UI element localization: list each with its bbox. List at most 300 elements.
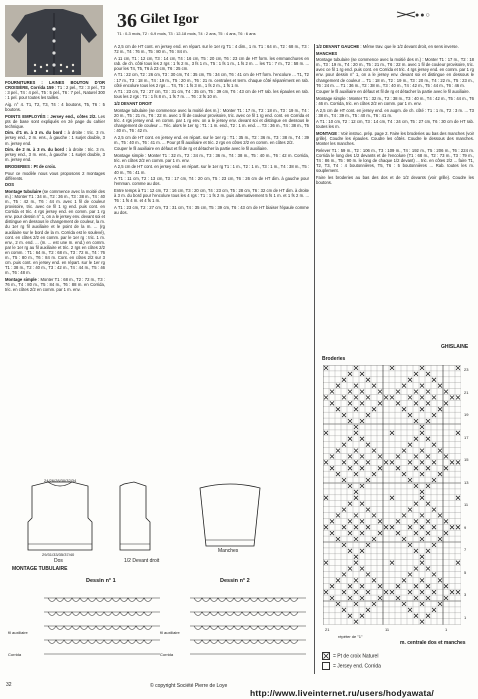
devant-outline: [120, 482, 150, 550]
cross-stitch-mark: [420, 384, 424, 388]
cross-stitch-mark: [324, 561, 328, 565]
cross-stitch-mark: [330, 584, 334, 588]
cross-stitch-mark: [414, 549, 418, 553]
cross-stitch-mark: [366, 378, 370, 382]
cross-stitch-mark: [348, 455, 352, 459]
cross-stitch-mark: [408, 608, 412, 612]
cross-stitch-mark: [348, 437, 352, 441]
cross-stitch-mark: [444, 390, 448, 394]
row-label: 5: [464, 569, 467, 575]
cross-stitch-mark: [342, 478, 346, 482]
cross-stitch-mark: [432, 478, 436, 482]
cross-stitch-mark: [414, 419, 418, 423]
cross-stitch-mark: [342, 608, 346, 612]
corrida-label-2: Corrida: [160, 652, 174, 657]
cross-stitch-mark: [360, 502, 364, 506]
cross-stitch-mark: [456, 496, 460, 500]
cross-stitch-mark: [366, 443, 370, 447]
cross-stitch-mark: [378, 455, 382, 459]
cross-stitch-mark: [432, 508, 436, 512]
devant-p5: A T1 : 11 cm, T2 : 13 cm, T3 : 17 cm, T4 : 20 cm, T5 : 23 cm, T6 : 26 cm de HT dim. à gauche pour l'emman. comme au dos.: [114, 176, 309, 187]
cross-stitch-mark: [354, 602, 358, 606]
cross-stitch-mark: [396, 455, 400, 459]
cross-stitch-mark: [432, 608, 436, 612]
cross-stitch-mark: [414, 567, 418, 571]
mid-p4: A T1 : 23 cm, T2 : 27 cm, T3 : 31 cm, T4 : 35 cm, T5 : 39 cm, T6 : 43 cm de HT rab. les épaules en rab. tous les 2 rgs : T1 : 1 fs 8 m., 1 fs 7 m. ... T6 : 2 fs 10 m.: [114, 89, 309, 100]
cross-stitch-mark: [348, 372, 352, 376]
cross-stitch-mark: [432, 443, 436, 447]
copyright: © copyright Société Pierre de Loye: [150, 683, 228, 689]
manches-p3: A T1 : 10 cm, T2 : 12 cm, T3 : 14 cm, T4 : 24 cm, T5 : 27 cm, T6 : 30 cm de HT rab. toutes les m.: [316, 119, 474, 130]
col-label: 1: [445, 627, 448, 632]
left-column: [5, 80, 105, 475]
cross-stitch-mark: [354, 496, 358, 500]
cross-stitch-mark: [438, 449, 442, 453]
cross-stitch-mark: [366, 396, 370, 400]
cross-stitch-mark: [336, 472, 340, 476]
cross-stitch-mark: [348, 584, 352, 588]
cross-stitch-mark: [456, 525, 460, 529]
cross-stitch-mark: [360, 596, 364, 600]
cross-stitch-mark: [420, 490, 424, 494]
legend-cross-text: = Pt de croix Naturel: [333, 653, 379, 660]
cross-stitch-mark: [402, 407, 406, 411]
cross-stitch-mark: [354, 449, 358, 453]
devant-gauche-heading: 1/2 DEVANT GAUCHE: [316, 44, 360, 49]
row-label: 7: [464, 547, 467, 552]
cross-stitch-mark: [414, 614, 418, 618]
cross-stitch-mark: [348, 502, 352, 506]
cross-stitch-mark: [330, 390, 334, 394]
cross-stitch-mark: [444, 596, 448, 600]
fournitures-heading: FOURNITURES : LAINES BOUTON D'OR CROISIÈRE, Corrida 159: [5, 80, 105, 91]
cross-stitch-mark: [450, 525, 454, 529]
legend-jersey: [322, 662, 381, 670]
cross-stitch-mark: [378, 390, 382, 394]
cross-stitch-mark: [420, 496, 424, 500]
cross-stitch-mark: [420, 602, 424, 606]
cross-stitch-mark: [384, 396, 388, 400]
cross-stitch-mark: [396, 596, 400, 600]
cross-stitch-mark: [330, 596, 334, 600]
cross-stitch-mark: [336, 602, 340, 606]
cross-stitch-mark: [342, 573, 346, 577]
cross-stitch-mark: [426, 584, 430, 588]
dos-heading: DOS: [5, 182, 15, 188]
cross-stitch-icon: [322, 652, 330, 660]
row-label: 9: [464, 524, 467, 530]
cross-stitch-mark: [396, 401, 400, 405]
garment-schematics: [10, 478, 310, 560]
cross-stitch-mark: [390, 496, 394, 500]
cross-stitch-mark: [390, 590, 394, 594]
mid-p3: A T1 : 22 cm, T2 : 26 cm, T3 : 30 cm, T4 : 35 cm, T5 : 34 cm, T6 : 41 cm de HT form. l'encolure ... T1, T2 : 17 m., T3 : 18 m., T4 : 19 m., T5 : 20 m., T6 : 21 m. centrales et term. chaque côté séparément en rab. côté encolure tous les 2 rgs ... T4, T5 : 1 fs 3 m., 1 fs 2 m., 1 fs 1 m.: [114, 72, 309, 88]
cross-stitch-mark: [342, 460, 346, 464]
cross-stitch-mark: [402, 384, 406, 388]
cross-stitch-mark: [324, 460, 328, 464]
cross-stitch-mark: [354, 431, 358, 435]
cross-stitch-mark: [390, 396, 394, 400]
cross-stitch-mark: [414, 390, 418, 394]
cross-stitch-mark: [342, 396, 346, 400]
cross-stitch-mark: [432, 460, 436, 464]
cross-stitch-mark: [330, 531, 334, 535]
devant-tub-text: Montage tubulaire (se commence avec la moitié des m.) : Monter T1 : 17 m., T2 : 18 m., T3 : 19 m., T4 : 20 m., T5 : 21 m., T6 : 22 m. avec 1 fil de couleur provisoire, tric. avec ce fil 1 rg end. cont. en Corrida et tric. 4 rgs jersey end. en comm. par 1 rg env. on a le jersey env. devant soi et distingue en dessous le changement de couleur ... Tric. alors le 1er rg : T1 : 1 m. end., T2 : 1 m. end. ... T3 : 36 m., T4 : 38 m., T5 : 40 m., T6 : 42 m.: [114, 107, 309, 133]
manches-p2: A 2,5 cm de HT cont. en jersey end. en augm. de ch. côté : T1 : 1 m., T2 : 3 m. ... T3 : 38 m., T4 : 39 m., T5 : 40 m., T6 : 41 m.: [316, 107, 474, 118]
cross-stitch-mark: [420, 578, 424, 582]
cross-stitch-mark: [414, 466, 418, 470]
cross-stitch-mark: [372, 407, 376, 411]
cross-stitch-mark: [444, 584, 448, 588]
cross-stitch-mark: [396, 584, 400, 588]
cross-stitch-mark: [402, 449, 406, 453]
dos-top-measure: 24/26/28/30/32/34: [44, 478, 77, 483]
cross-stitch-mark: [420, 555, 424, 559]
row-label: 3: [464, 592, 467, 597]
cross-stitch-mark: [396, 519, 400, 523]
cross-stitch-mark: [396, 531, 400, 535]
cross-stitch-mark: [408, 460, 412, 464]
cross-stitch-mark: [420, 472, 424, 476]
cross-stitch-mark: [354, 620, 358, 624]
cross-stitch-mark: [426, 466, 430, 470]
cross-stitch-mark: [348, 519, 352, 523]
cross-stitch-mark: [324, 525, 328, 529]
cross-stitch-mark: [342, 525, 346, 529]
cross-stitch-mark: [348, 549, 352, 553]
cross-stitch-mark: [342, 413, 346, 417]
cross-stitch-mark: [390, 366, 394, 370]
cross-stitch-mark: [414, 372, 418, 376]
fil-auxiliaire-label-1: fil auxiliaire: [8, 630, 28, 635]
dim1-heading: Dim. d'1 m. à 3 m. du bord :: [5, 130, 66, 136]
pattern-number: 36: [117, 10, 137, 32]
cross-stitch-mark: [420, 431, 424, 435]
cross-stitch-mark: [372, 537, 376, 541]
cross-stitch-mark: [438, 578, 442, 582]
manches-heading: MANCHES: [316, 50, 338, 56]
cross-stitch-mark: [444, 519, 448, 523]
cross-stitch-mark: [396, 466, 400, 470]
cross-stitch-mark: [408, 396, 412, 400]
cross-stitch-mark: [348, 596, 352, 600]
cross-stitch-mark: [372, 602, 376, 606]
devant-gauche-text: : Même trav. que le 1/2 devant droit, en sens inverse.: [360, 44, 459, 49]
legend-jersey-text: = Jersey end. Corrida: [333, 663, 381, 670]
cross-stitch-mark: [348, 419, 352, 423]
cross-stitch-mark: [330, 401, 334, 405]
cross-stitch-mark: [360, 419, 364, 423]
cross-stitch-mark: [360, 484, 364, 488]
mid-p2: A 11 cm, T1 : 12 cm, T3 : 14 cm, T4 : 16 cm, T5 : 20 cm, T6 : 23 cm de HT form. les emmanchures en rab. de ch. côté tous les 2 rgs : 1 fs 2 m., 3 fs 1 m., T5 : 1 fs 1 m., 1 fs 2 m. ... les T1 : 7 m., T2 : 58 m. ... pour les T4, T5, T6 à 23 cm, T6 : 25 cm.: [114, 55, 309, 71]
cross-stitch-mark: [408, 573, 412, 577]
cross-stitch-mark: [402, 602, 406, 606]
cross-stitch-mark: [360, 455, 364, 459]
manches-label: Manches: [218, 548, 239, 554]
legend-cross: [322, 652, 378, 660]
cross-stitch-mark: [360, 372, 364, 376]
cross-stitch-mark: [414, 502, 418, 506]
cross-stitch-mark: [336, 407, 340, 411]
intro-text: Pour ce modèle nous vous proposons 2 montages différents.: [5, 170, 105, 181]
cross-stitch-mark: [372, 514, 376, 518]
cross-stitch-mark: [336, 537, 340, 541]
cross-stitch-mark: [354, 590, 358, 594]
designer-signature: GHISLAINE: [441, 344, 469, 350]
cross-stitch-mark: [450, 590, 454, 594]
cross-stitch-mark: [456, 431, 460, 435]
cross-stitch-mark: [402, 537, 406, 541]
cross-stitch-mark: [348, 390, 352, 394]
cross-stitch-mark: [378, 519, 382, 523]
cross-stitch-mark: [450, 460, 454, 464]
devant-p3: Couper le fil auxiliaire en défaut et fil de rg et détacher la partie avec le fil auxiliaire.: [114, 146, 268, 152]
cross-stitch-mark: [372, 449, 376, 453]
source-url: http://www.liveinternet.ru/users/hodyawata/: [250, 688, 434, 698]
cross-stitch-mark: [426, 437, 430, 441]
row-label: 17: [464, 434, 469, 440]
cross-stitch-mark: [432, 396, 436, 400]
cross-stitch-mark: [432, 543, 436, 547]
cross-stitch-mark: [354, 407, 358, 411]
cross-stitch-mark: [324, 366, 328, 370]
mid-p1: A 2,5 cm de HT cont. en jersey end. en répart. sur le 1er rg T1 : 4 dim., 1 m. T1 : 64 m., T2 : 68 m., T3 : 72 m., T4 : 76 m., T5 : 80 m., T6 : 84 m.: [114, 44, 309, 55]
cross-stitch-mark: [408, 478, 412, 482]
cross-stitch-mark: [438, 537, 442, 541]
cross-stitch-mark: [342, 508, 346, 512]
cross-stitch-mark: [420, 620, 424, 624]
cross-stitch-mark: [414, 584, 418, 588]
cross-stitch-mark: [336, 578, 340, 582]
cross-stitch-mark: [336, 449, 340, 453]
devant-p2: A 2,5 cm de HT cont. en jersey end. en répart. sur le 1er rg : T1 : 35 m., T2 : 36 m., T3 : 38 m., T4 : 39 m., T5 : 40 m., T6 : 41 m. ... Pour pt fil auxiliaire et tric. 2 rgs en côtes 2/2 en comm. en côtes 2/2.: [114, 134, 309, 145]
cross-stitch-mark: [432, 413, 436, 417]
cross-stitch-mark: [366, 543, 370, 547]
cross-stitch-mark: [390, 525, 394, 529]
cross-stitch-mark: [372, 384, 376, 388]
cross-stitch-mark: [408, 413, 412, 417]
dos-outline: [28, 482, 92, 550]
devant-simple: Montage simple : Monter T1 : 32 m., T2 : 34 m., T3 : 36 m., T4 : 38 m., T5 : 40 m., T6 : 42 m. Corrida, tric. en côtes 2/2 en comm. par 1 m. env.: [114, 152, 309, 163]
cross-stitch-mark: [390, 460, 394, 464]
knitting-needle-icon: [396, 10, 416, 19]
cross-stitch-mark: [360, 390, 364, 394]
row-label: 11: [464, 502, 469, 507]
cross-stitch-mark: [354, 578, 358, 582]
cross-stitch-mark: [324, 496, 328, 500]
cross-stitch-mark: [372, 472, 376, 476]
cross-stitch-mark: [426, 614, 430, 618]
col-label: 11: [385, 627, 390, 632]
cross-stitch-mark: [432, 590, 436, 594]
column-separator: [314, 44, 315, 674]
cross-stitch-mark: [336, 514, 340, 518]
cross-stitch-mark: [366, 460, 370, 464]
devant-p4: A 2,5 cm de HT cont. en jersey end. en répart. sur le 1er rg T1 : 1 m., T2 : 1 m., T3 : 1 m., T4 : 38 m., T5 : 40 m., T6 : 41 m.: [114, 164, 309, 175]
fournitures-text: : T1 : 2 pel., T2 : 3 pel., T3 : 3 pel., T4 : 4 pel., T5 : 5 pel., T6 : 7 pel., Naturel 300 : 1 pel. pour toutes les tailles.: [5, 85, 105, 101]
cross-stitch-mark: [402, 472, 406, 476]
cross-stitch-mark: [366, 478, 370, 482]
cross-stitch-mark: [414, 531, 418, 535]
middle-column: [114, 44, 309, 389]
cross-stitch-mark: [342, 443, 346, 447]
cross-stitch-mark: [348, 567, 352, 571]
cross-stitch-mark: [420, 396, 424, 400]
cross-stitch-mark: [354, 561, 358, 565]
cross-stitch-mark: [414, 484, 418, 488]
cross-stitch-mark: [408, 543, 412, 547]
cross-stitch-mark: [342, 543, 346, 547]
cross-stitch-mark: [444, 531, 448, 535]
cross-stitch-mark: [438, 384, 442, 388]
dos-bottom-measure: 29/31/33/35/37/40: [42, 552, 75, 557]
cross-stitch-mark: [408, 443, 412, 447]
row-label: 1: [464, 614, 467, 620]
difficulty-dots-icon: ●●○: [415, 12, 431, 19]
cross-stitch-mark: [360, 567, 364, 571]
cross-stitch-mark: [348, 401, 352, 405]
cross-stitch-mark: [348, 466, 352, 470]
cross-stitch-mark: [444, 466, 448, 470]
cross-stitch-mark: [378, 401, 382, 405]
cross-stitch-mark: [420, 514, 424, 518]
cross-stitch-mark: [354, 396, 358, 400]
cross-stitch-mark: [360, 437, 364, 441]
col-label: 21: [325, 627, 330, 632]
cross-stitch-mark: [348, 531, 352, 535]
cross-stitch-mark: [456, 396, 460, 400]
dim2-heading: Dim. de 2 m. à 3 m. du bord :: [5, 147, 67, 153]
cross-stitch-mark: [330, 466, 334, 470]
corrida-label-1: Corrida: [8, 652, 22, 657]
cross-stitch-grid: [323, 365, 461, 627]
cross-stitch-mark: [354, 555, 358, 559]
devant-p6: Entre temps à T1 : 12 cm, T2 : 16 cm, T3 : 20 cm, T4 : 23 cm, T5 : 28 cm, T6 : 32 cm de HT dim. à droite à 3 m. du bord pour l'encolure tous les 4 rgs : T1 : 1 fs 2 m. puis alternativement 5 fs 1 m. et 1 fs 2 m. ... T6 : 1 fs 4 m. et 4 fs 1 m.: [114, 187, 309, 204]
cross-stitch-mark: [330, 519, 334, 523]
cross-stitch-mark: [420, 407, 424, 411]
cross-stitch-mark: [426, 531, 430, 535]
cross-stitch-mark: [372, 578, 376, 582]
cross-stitch-mark: [330, 455, 334, 459]
dessin1-label: Dessin n° 1: [86, 578, 116, 584]
cross-stitch-mark: [420, 366, 424, 370]
cross-stitch-mark: [378, 531, 382, 535]
cross-stitch-mark: [438, 407, 442, 411]
cross-stitch-mark: [324, 396, 328, 400]
cross-stitch-mark: [390, 431, 394, 435]
cross-stitch-mark: [354, 472, 358, 476]
cross-stitch-mark: [456, 561, 460, 565]
cross-stitch-mark: [378, 596, 382, 600]
cross-stitch-mark: [426, 419, 430, 423]
cross-stitch-mark: [456, 460, 460, 464]
cross-stitch-mark: [456, 590, 460, 594]
cross-stitch-mark: [360, 519, 364, 523]
row-label: 15: [464, 457, 469, 462]
manche-outline: [200, 484, 260, 546]
dim1-text: à droite : tric. 3 m. jersey end., 2 m. ens., à gauche : 1 surjet double, 3 m. jersey end.: [5, 130, 105, 146]
pattern-title: Gilet Igor: [140, 12, 199, 27]
cross-stitch-mark: [366, 508, 370, 512]
cross-stitch-mark: [420, 590, 424, 594]
row-label: 19: [464, 412, 469, 417]
cross-stitch-mark: [354, 460, 358, 464]
cross-stitch-mark: [444, 455, 448, 459]
cross-stitch-mark: [366, 590, 370, 594]
cross-stitch-mark: [360, 549, 364, 553]
points-heading: POINTS EMPLOYÉS : Jersey end., côtes 2/2.: [5, 113, 97, 119]
cross-stitch-mark: [426, 502, 430, 506]
cross-stitch-mark: [426, 372, 430, 376]
cardigan-photo: [5, 5, 103, 77]
cross-stitch-mark: [426, 567, 430, 571]
center-stitch-label: m. centrale dos et manches: [400, 640, 466, 646]
broderies-heading: BRODERIES : Pt de croix.: [5, 163, 57, 169]
cross-stitch-mark: [354, 366, 358, 370]
montage-tub-heading: Montage tubulaire: [5, 188, 42, 194]
cross-stitch-mark: [366, 525, 370, 529]
points-text: Les pts de base sont expliqués en 2è page du cahier technique.: [5, 113, 105, 129]
cross-stitch-mark: [408, 378, 412, 382]
cross-stitch-mark: [348, 614, 352, 618]
cross-stitch-mark: [342, 378, 346, 382]
cross-stitch-mark: [414, 401, 418, 405]
cross-stitch-mark: [432, 525, 436, 529]
cross-stitch-mark: [324, 431, 328, 435]
cross-stitch-mark: [384, 590, 388, 594]
fil-auxiliaire-label-2: fil auxiliaire: [160, 630, 180, 635]
devant-droit-heading: 1/2 DEVANT DROIT: [114, 100, 153, 106]
cross-stitch-mark: [426, 596, 430, 600]
cross-stitch-mark: [336, 384, 340, 388]
dos-label: Dos: [54, 558, 63, 564]
page-number: 32: [6, 682, 12, 688]
right-column: [316, 44, 474, 342]
cross-stitch-mark: [354, 514, 358, 518]
montage-text: : Voir instruc. prép. page 2. Faire les broderies au bas des manches (voir grille). Coudre les épaules. Coudre les côtés. Coudre le dessous des manches. Monter les manches.: [316, 130, 474, 147]
devant-p7: A T1 : 23 cm, T2 : 27 cm, T3 : 31 cm, T4 : 35 cm, T5 : 39 cm, T6 : 43 cm de HT biaiser l'épaule comme au dos.: [114, 204, 309, 215]
dessin2-label: Dessin n° 2: [220, 578, 250, 584]
repeat-label: répéter de "1": [338, 634, 363, 639]
cross-stitch-mark: [366, 608, 370, 612]
empty-square-icon: [322, 662, 330, 670]
cross-stitch-mark: [426, 549, 430, 553]
cross-stitch-mark: [426, 401, 430, 405]
cross-stitch-mark: [384, 525, 388, 529]
row-label: 23: [464, 367, 469, 372]
cross-stitch-mark: [420, 425, 424, 429]
cross-stitch-mark: [432, 378, 436, 382]
cross-stitch-mark: [354, 490, 358, 494]
cross-stitch-mark: [450, 396, 454, 400]
broderies-chart-title: Broderies: [322, 356, 346, 362]
dim2-text: à droite : tric. 3 m. jersey end., 3 m. ens., à gauche : 1 surjet double, 3 m. jersey end.: [5, 147, 105, 163]
cross-stitch-mark: [414, 455, 418, 459]
cross-stitch-mark: [384, 460, 388, 464]
cross-stitch-mark: [414, 437, 418, 441]
cross-stitch-mark: [432, 573, 436, 577]
cross-stitch-mark: [360, 466, 364, 470]
cross-stitch-mark: [354, 384, 358, 388]
cross-stitch-mark: [444, 401, 448, 405]
montage-simple-text: : Monter T1 : 68 m., T2 : 72 m., T3 : 76 m., T4 : 80 m., T5 : 84 m., T6 : 88 m. en Corrida, tric. en côtes 2/2 en comm. par 1 m. env.: [5, 276, 105, 293]
cross-stitch-mark: [360, 401, 364, 405]
bordure-text: Relever T1 : 59 m., T2 : 106 m., T3 : 109 m., T4 : 192 m., T5 : 206 m., T6 : 224 m. Corrida le long des 1/2 devants et de l'encolure (T1 : 68 m., T2 : 73 m., T3 : 79 m., T4 : 86 m., T5 : 90 m. le long de chaque 1/2 devant) ... tric. en côtes 2/2 ... faire T1, T2, T3, T4 : 4 boutonnières, T5, T6 : 5 boutonnières ... Rab. toutes les m. souplement.: [316, 147, 474, 174]
cross-stitch-mark: [438, 602, 442, 606]
cross-stitch-mark: [420, 449, 424, 453]
cross-stitch-mark: [354, 425, 358, 429]
cross-stitch-mark: [402, 514, 406, 518]
